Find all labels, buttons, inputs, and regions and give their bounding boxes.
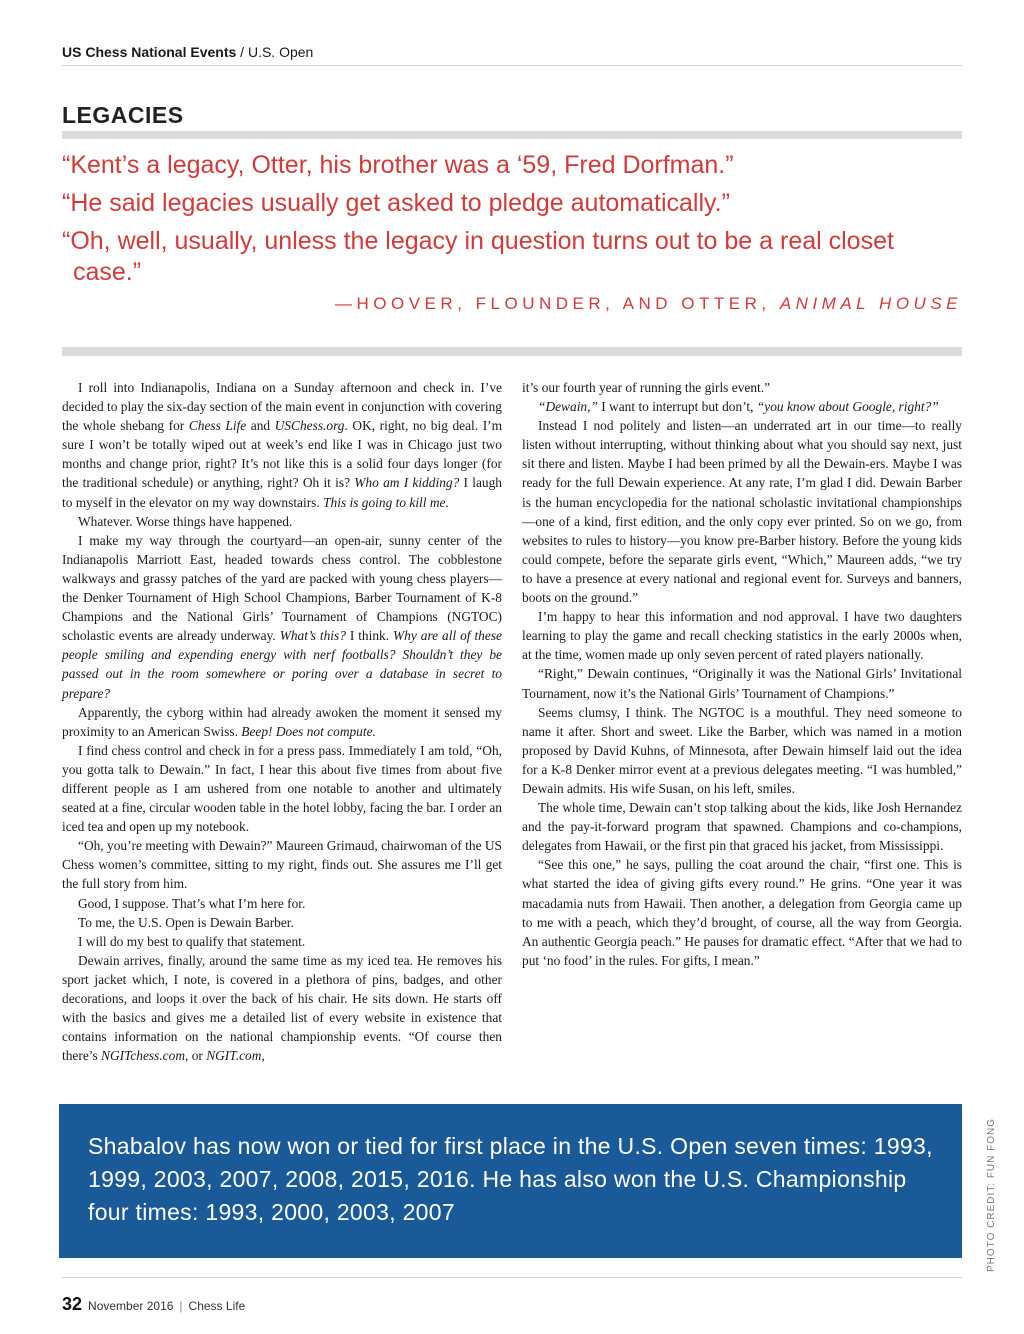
article-paragraph: [522, 855, 962, 970]
article-paragraph: [522, 703, 962, 798]
article-paragraph: [522, 416, 962, 607]
text-run: “See this one,” he says, pulling the coat around the chair, “first one. This is what started the idea of giving gifts every round.” He grins. “One year it was macadamia nuts from Hawaii. Then another, a delegation from Georgia came up to me with a peach, which they’d brought, of course, all the way from Georgia. An authentic Georgia peach.” He pauses for dramatic effect. “After that we had to put ‘no food’ in the rules. For gifts, I mean.”: [522, 857, 962, 968]
text-run: Seems clumsy, I think. The NGTOC is a mouthful. They need someone to name it after. Short and sweet. Like the Barber, which was named in a motion proposed by David Kuhns, of Minnesota, after Dewain himself laid out the idea for a K-8 Denker mirror event at a previous delegates meeting. “I was humbled,” Dewain admits. His wife Susan, on his left, smiles.: [522, 704, 962, 796]
italic-text-run: “Dewain,”: [538, 399, 598, 415]
photo-credit: PHOTO CREDIT: FUN FONG: [986, 1117, 997, 1272]
footer-magazine: Chess Life: [188, 1299, 246, 1313]
epigraph-attribution: [335, 294, 962, 314]
text-run: “Oh, you’re meeting with Dewain?” Maureen Grimaud, chairwoman of the US Chess women’s committee, sitting to my right, finds out. She assures me I’ll get the full story from him.: [62, 838, 502, 892]
text-run: The whole time, Dewain can’t stop talking about the kids, like Josh Hernandez and the pay-it-forward program that spawned. Champions and co-champions, delegates from Hawaii, or the first pin that graced his jacket, from Mississippi.: [522, 800, 962, 854]
article-paragraph: [62, 741, 502, 836]
italic-text-run: Chess Life: [188, 418, 247, 434]
text-run: I find chess control and check in for a press pass. Immediately I am told, “Oh, you gotta talk to Dewain.” In fact, I hear this about five times from about five different people as I am ushered from one notable to another and ultimately seated at a fine, circular wooden table in the hotel lobby, facing the bar. I order an iced tea and open up my notebook.: [62, 742, 502, 835]
italic-text-run: “you know about Google, right?”: [756, 399, 939, 415]
italic-text-run: What’s this?: [279, 628, 346, 644]
footer-issue: November 2016: [88, 1299, 174, 1313]
epigraph-quotes: [62, 150, 962, 295]
text-run: “Right,” Dewain continues, “Originally it was the National Girls’ Invitational Tournament, now it’s the National Girls’ Tournament of Champions.”: [522, 666, 962, 701]
article-paragraph: [62, 836, 502, 893]
article-paragraph: [62, 932, 502, 951]
article-paragraph: [522, 798, 962, 855]
text-run: I laugh to myself in the elevator on my way downstairs.: [62, 475, 503, 510]
article-paragraph: [62, 378, 502, 512]
epigraph-quote: “Kent’s a legacy, Otter, his brother was a ‘59, Fred Dorfman.”: [62, 151, 734, 179]
epigraph-divider-bar: [62, 347, 962, 356]
text-run: I think.: [345, 628, 394, 644]
text-run: I make my way through the courtyard—an open-air, sunny center of the Indianapolis Marriott East, headed towards chess control. The cobblestone walkways and grassy patches of the yard are packed with young chess players—the Denker Tournament of High School Champions, Barber Tournament of K-8 Champions and the National Girls’ Tournament of Champions (NGTOC) scholastic events are already underway.: [62, 532, 502, 644]
text-run: I roll into Indianapolis, Indiana on a Sunday afternoon and check in. I’ve decided to play the six-day section of the main event in conjunction with covering the whole shebang for: [62, 380, 502, 434]
article-paragraph: [62, 951, 502, 1066]
footer-separator: |: [179, 1299, 183, 1313]
text-run: I will do my best to qualify that statement.: [78, 933, 306, 949]
italic-text-run: NGIT.com: [206, 1048, 262, 1064]
text-run: Dewain arrives, finally, around the same time as my iced tea. He removes his sport jacket which, I note, is covered in a plethora of pins, badges, and other decorations, and loops it over the back of his chair. He sits down. He starts off with the basics and gives me a detailed list of every website in existence that contains information on the national championship events. “Of course then there’s: [62, 952, 502, 1064]
callout-text: Shabalov has now won or tied for first place in the U.S. Open seven times: 1993, 1999, 2003, 2007, 2008, 2015, 2016. He has also won the U.S. Championship four times: 1993, 2000, 2003, 2007: [88, 1133, 933, 1225]
callout-box: [59, 1104, 962, 1258]
article-paragraph: [62, 894, 502, 913]
attribution-source: ANIMAL HOUSE: [779, 294, 962, 313]
header-section: US Chess National Events: [62, 44, 237, 60]
header-separator: /: [236, 44, 248, 60]
attribution-names: —HOOVER, FLOUNDER, AND OTTER,: [335, 294, 780, 313]
header-subsection: U.S. Open: [247, 44, 314, 60]
italic-text-run: Why are all of these people smiling and expending energy with nerf footballs? Shouldn’t they be passed out in the room somewhere or poring over a database in secret to prepare?: [62, 628, 502, 701]
text-run: , or: [185, 1048, 207, 1064]
section-title: LEGACIES: [62, 102, 184, 128]
article-body: [62, 378, 962, 1065]
text-run: I’m happy to hear this information and nod approval. I have two daughters learning to play the game and recall checking statistics in the early 2000s when, at the time, women made up only seven percent of rated players nationally.: [522, 609, 962, 663]
italic-text-run: Who am I kidding?: [354, 475, 460, 491]
text-run: Good, I suppose. That’s what I’m here for.: [78, 895, 306, 911]
text-run: . OK, right, no big deal. I’m sure I won’t be totally wiped out at week’s end like I was in Chicago just two months and change prior, right? It’s not like this is a solid four days longer (for the traditional schedule) or anything, right? Oh it is?: [62, 418, 503, 491]
text-run: it’s our fourth year of running the girls event.”: [522, 380, 771, 395]
article-paragraph: [522, 378, 962, 397]
italic-text-run: Beep! Does not compute.: [241, 723, 376, 739]
page-footer: [62, 1294, 245, 1315]
epigraph-quote: “He said legacies usually get asked to pledge automatically.”: [62, 189, 730, 217]
text-run: To me, the U.S. Open is Dewain Barber.: [78, 914, 294, 930]
article-paragraph: [522, 397, 962, 416]
article-paragraph: [62, 512, 502, 531]
article-paragraph: [62, 703, 502, 741]
article-paragraph: [62, 913, 502, 932]
text-run: ,: [261, 1048, 265, 1064]
article-paragraph: [522, 664, 962, 702]
text-run: Instead I nod politely and listen—an underrated art in our time—to really listen without interrupting, without thinking about what you should say next, just sit there and listen. Maybe I had been primed by all the Dewain-ers. Maybe I was ready for the full Dewain experience. At any rate, I’m glad I did. Dewain Barber is the human encyclopedia for the national scholastic invitational championships—one of a kind, first edition, and the only copy ever printed. So on we go, from websites to rules to history—you know pre-Barber history. Before the young kids could compete, before the separate girls event, “Which,” Maureen adds, “we try to have a presence at every national and regional event for. Surveys and banners, boots on the ground.”: [522, 418, 962, 606]
page-number: 32: [62, 1294, 83, 1314]
running-header: [62, 44, 962, 60]
header-rule: [62, 65, 962, 66]
epigraph-quote: “Oh, well, usually, unless the legacy in question turns out to be a real closet case.”: [62, 227, 894, 286]
footer-rule: [62, 1277, 962, 1278]
italic-text-run: NGITchess.com: [101, 1048, 185, 1064]
title-divider-bar: [62, 131, 962, 139]
italic-text-run: USChess.org: [274, 418, 345, 434]
text-run: I want to interrupt but don’t,: [597, 399, 757, 415]
text-run: and: [246, 418, 275, 434]
article-column-right: [522, 378, 962, 1065]
article-paragraph: [522, 607, 962, 664]
article-paragraph: [62, 531, 502, 703]
article-column-left: [62, 378, 502, 1065]
italic-text-run: This is going to kill me.: [323, 494, 449, 510]
text-run: Whatever. Worse things have happened.: [78, 513, 293, 529]
text-run: Apparently, the cyborg within had already awoken the moment it sensed my proximity to an American Swiss.: [62, 704, 502, 739]
